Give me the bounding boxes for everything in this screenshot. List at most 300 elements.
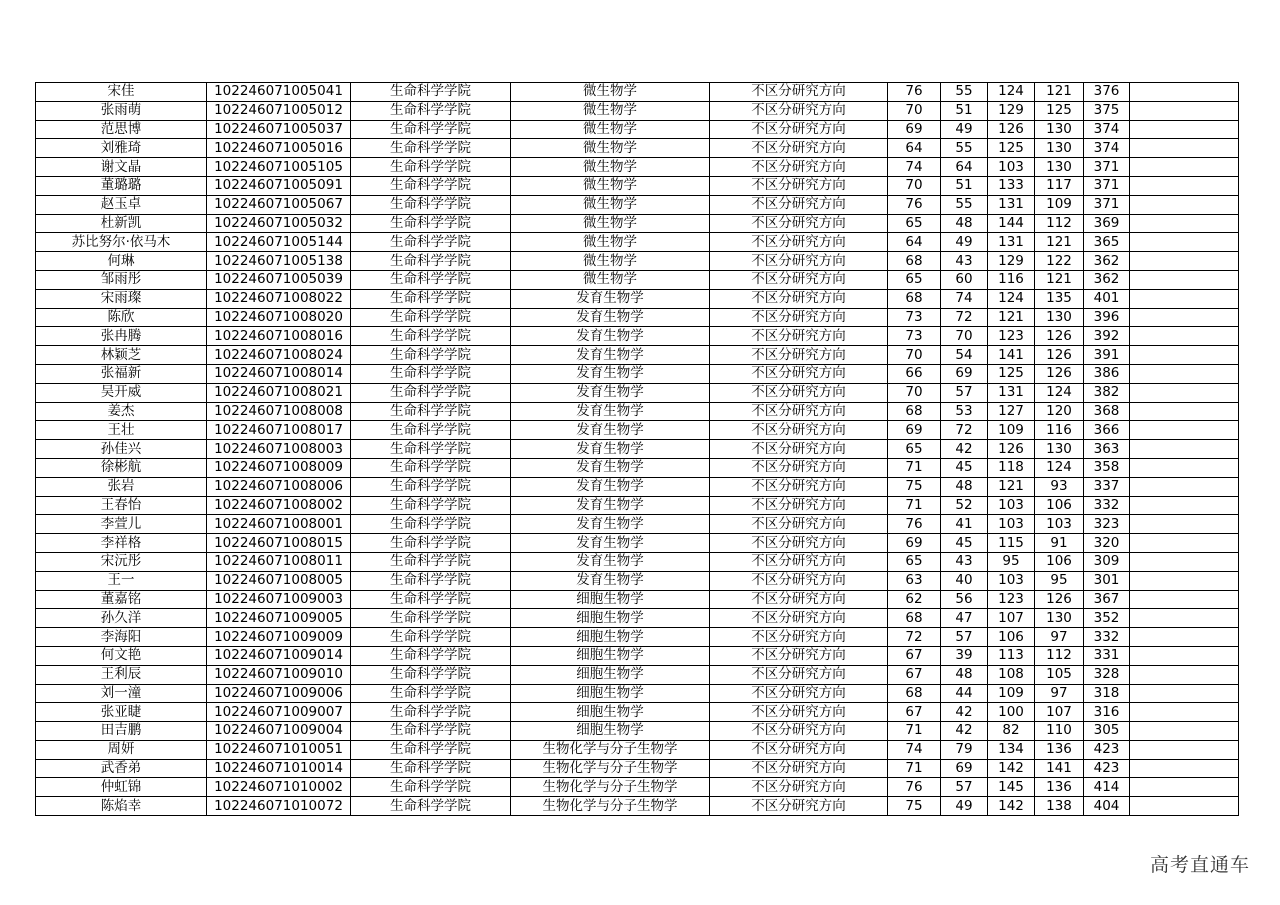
name-cell: 何琳 xyxy=(36,252,207,271)
total-score-cell: 320 xyxy=(1084,534,1130,553)
table-row xyxy=(36,346,1239,365)
exam-id-cell: 102246071005037 xyxy=(207,120,351,139)
direction-cell: 不区分研究方向 xyxy=(710,214,888,233)
total-score-cell: 371 xyxy=(1084,158,1130,177)
total-score-cell: 382 xyxy=(1084,383,1130,402)
major-cell: 发育生物学 xyxy=(511,515,710,534)
major-cell: 生物化学与分子生物学 xyxy=(511,740,710,759)
course1-score-cell: 116 xyxy=(988,270,1035,289)
english-score-cell: 57 xyxy=(941,628,988,647)
name-cell: 苏比努尔·依马木 xyxy=(36,233,207,252)
english-score-cell: 44 xyxy=(941,684,988,703)
total-score-cell: 374 xyxy=(1084,120,1130,139)
table-row xyxy=(36,665,1239,684)
direction-cell: 不区分研究方向 xyxy=(710,571,888,590)
course1-score-cell: 123 xyxy=(988,590,1035,609)
direction-cell: 不区分研究方向 xyxy=(710,252,888,271)
direction-cell: 不区分研究方向 xyxy=(710,740,888,759)
major-cell: 发育生物学 xyxy=(511,327,710,346)
politics-score-cell: 68 xyxy=(888,684,941,703)
major-cell: 微生物学 xyxy=(511,252,710,271)
name-cell: 孙佳兴 xyxy=(36,440,207,459)
english-score-cell: 40 xyxy=(941,571,988,590)
name-cell: 董嘉铭 xyxy=(36,590,207,609)
major-cell: 微生物学 xyxy=(511,83,710,102)
table-row xyxy=(36,383,1239,402)
course1-score-cell: 118 xyxy=(988,458,1035,477)
major-cell: 发育生物学 xyxy=(511,552,710,571)
total-score-cell: 305 xyxy=(1084,722,1130,741)
remark-cell xyxy=(1130,684,1239,703)
course2-score-cell: 107 xyxy=(1035,703,1084,722)
remark-cell xyxy=(1130,214,1239,233)
english-score-cell: 49 xyxy=(941,233,988,252)
english-score-cell: 64 xyxy=(941,158,988,177)
major-cell: 发育生物学 xyxy=(511,346,710,365)
remark-cell xyxy=(1130,195,1239,214)
course1-score-cell: 133 xyxy=(988,176,1035,195)
table-row xyxy=(36,684,1239,703)
course2-score-cell: 121 xyxy=(1035,233,1084,252)
college-cell: 生命科学学院 xyxy=(351,101,511,120)
direction-cell: 不区分研究方向 xyxy=(710,722,888,741)
table-row xyxy=(36,83,1239,102)
course1-score-cell: 131 xyxy=(988,233,1035,252)
table-row xyxy=(36,759,1239,778)
total-score-cell: 358 xyxy=(1084,458,1130,477)
total-score-cell: 369 xyxy=(1084,214,1130,233)
total-score-cell: 323 xyxy=(1084,515,1130,534)
direction-cell: 不区分研究方向 xyxy=(710,120,888,139)
direction-cell: 不区分研究方向 xyxy=(710,139,888,158)
course1-score-cell: 131 xyxy=(988,195,1035,214)
name-cell: 范思博 xyxy=(36,120,207,139)
college-cell: 生命科学学院 xyxy=(351,552,511,571)
exam-id-cell: 102246071008003 xyxy=(207,440,351,459)
politics-score-cell: 70 xyxy=(888,101,941,120)
direction-cell: 不区分研究方向 xyxy=(710,458,888,477)
major-cell: 发育生物学 xyxy=(511,571,710,590)
politics-score-cell: 69 xyxy=(888,421,941,440)
english-score-cell: 72 xyxy=(941,308,988,327)
politics-score-cell: 69 xyxy=(888,120,941,139)
table-row xyxy=(36,552,1239,571)
college-cell: 生命科学学院 xyxy=(351,421,511,440)
name-cell: 张福新 xyxy=(36,364,207,383)
course2-score-cell: 97 xyxy=(1035,628,1084,647)
direction-cell: 不区分研究方向 xyxy=(710,233,888,252)
course1-score-cell: 124 xyxy=(988,83,1035,102)
major-cell: 微生物学 xyxy=(511,270,710,289)
total-score-cell: 363 xyxy=(1084,440,1130,459)
exam-id-cell: 102246071010014 xyxy=(207,759,351,778)
course2-score-cell: 91 xyxy=(1035,534,1084,553)
name-cell: 张雨萌 xyxy=(36,101,207,120)
total-score-cell: 316 xyxy=(1084,703,1130,722)
college-cell: 生命科学学院 xyxy=(351,327,511,346)
table-row xyxy=(36,590,1239,609)
course1-score-cell: 106 xyxy=(988,628,1035,647)
politics-score-cell: 74 xyxy=(888,158,941,177)
table-row xyxy=(36,176,1239,195)
college-cell: 生命科学学院 xyxy=(351,571,511,590)
course1-score-cell: 141 xyxy=(988,346,1035,365)
course2-score-cell: 130 xyxy=(1035,308,1084,327)
major-cell: 细胞生物学 xyxy=(511,609,710,628)
direction-cell: 不区分研究方向 xyxy=(710,703,888,722)
major-cell: 微生物学 xyxy=(511,139,710,158)
english-score-cell: 42 xyxy=(941,722,988,741)
name-cell: 孙久洋 xyxy=(36,609,207,628)
direction-cell: 不区分研究方向 xyxy=(710,421,888,440)
remark-cell xyxy=(1130,534,1239,553)
remark-cell xyxy=(1130,590,1239,609)
course1-score-cell: 142 xyxy=(988,759,1035,778)
exam-id-cell: 102246071008005 xyxy=(207,571,351,590)
remark-cell xyxy=(1130,665,1239,684)
direction-cell: 不区分研究方向 xyxy=(710,590,888,609)
table-row xyxy=(36,534,1239,553)
course1-score-cell: 103 xyxy=(988,158,1035,177)
major-cell: 细胞生物学 xyxy=(511,590,710,609)
exam-id-cell: 102246071009009 xyxy=(207,628,351,647)
major-cell: 发育生物学 xyxy=(511,289,710,308)
exam-id-cell: 102246071005144 xyxy=(207,233,351,252)
exam-id-cell: 102246071008022 xyxy=(207,289,351,308)
direction-cell: 不区分研究方向 xyxy=(710,552,888,571)
name-cell: 何文艳 xyxy=(36,646,207,665)
direction-cell: 不区分研究方向 xyxy=(710,628,888,647)
course2-score-cell: 110 xyxy=(1035,722,1084,741)
remark-cell xyxy=(1130,101,1239,120)
course2-score-cell: 126 xyxy=(1035,346,1084,365)
college-cell: 生命科学学院 xyxy=(351,534,511,553)
direction-cell: 不区分研究方向 xyxy=(710,515,888,534)
english-score-cell: 48 xyxy=(941,214,988,233)
politics-score-cell: 71 xyxy=(888,759,941,778)
exam-id-cell: 102246071008024 xyxy=(207,346,351,365)
course1-score-cell: 145 xyxy=(988,778,1035,797)
course2-score-cell: 130 xyxy=(1035,609,1084,628)
exam-id-cell: 102246071005138 xyxy=(207,252,351,271)
table-row xyxy=(36,139,1239,158)
table-row xyxy=(36,101,1239,120)
politics-score-cell: 76 xyxy=(888,515,941,534)
english-score-cell: 57 xyxy=(941,383,988,402)
name-cell: 刘一潼 xyxy=(36,684,207,703)
college-cell: 生命科学学院 xyxy=(351,402,511,421)
table-row xyxy=(36,308,1239,327)
course2-score-cell: 93 xyxy=(1035,477,1084,496)
direction-cell: 不区分研究方向 xyxy=(710,402,888,421)
total-score-cell: 301 xyxy=(1084,571,1130,590)
table-row xyxy=(36,628,1239,647)
major-cell: 细胞生物学 xyxy=(511,646,710,665)
exam-id-cell: 102246071008015 xyxy=(207,534,351,553)
major-cell: 生物化学与分子生物学 xyxy=(511,797,710,816)
major-cell: 发育生物学 xyxy=(511,421,710,440)
politics-score-cell: 72 xyxy=(888,628,941,647)
total-score-cell: 396 xyxy=(1084,308,1130,327)
direction-cell: 不区分研究方向 xyxy=(710,665,888,684)
course1-score-cell: 95 xyxy=(988,552,1035,571)
college-cell: 生命科学学院 xyxy=(351,477,511,496)
politics-score-cell: 73 xyxy=(888,327,941,346)
politics-score-cell: 70 xyxy=(888,346,941,365)
table-row xyxy=(36,158,1239,177)
name-cell: 吴开威 xyxy=(36,383,207,402)
course2-score-cell: 138 xyxy=(1035,797,1084,816)
major-cell: 发育生物学 xyxy=(511,458,710,477)
direction-cell: 不区分研究方向 xyxy=(710,308,888,327)
course2-score-cell: 136 xyxy=(1035,778,1084,797)
major-cell: 细胞生物学 xyxy=(511,703,710,722)
politics-score-cell: 68 xyxy=(888,252,941,271)
table-row xyxy=(36,233,1239,252)
major-cell: 发育生物学 xyxy=(511,364,710,383)
direction-cell: 不区分研究方向 xyxy=(710,158,888,177)
name-cell: 张岩 xyxy=(36,477,207,496)
course1-score-cell: 113 xyxy=(988,646,1035,665)
english-score-cell: 79 xyxy=(941,740,988,759)
major-cell: 微生物学 xyxy=(511,195,710,214)
course2-score-cell: 112 xyxy=(1035,214,1084,233)
politics-score-cell: 69 xyxy=(888,534,941,553)
direction-cell: 不区分研究方向 xyxy=(710,534,888,553)
score-table xyxy=(35,82,1239,816)
exam-id-cell: 102246071008016 xyxy=(207,327,351,346)
politics-score-cell: 68 xyxy=(888,289,941,308)
remark-cell xyxy=(1130,571,1239,590)
course2-score-cell: 116 xyxy=(1035,421,1084,440)
course1-score-cell: 126 xyxy=(988,440,1035,459)
exam-id-cell: 102246071009010 xyxy=(207,665,351,684)
table-row xyxy=(36,740,1239,759)
politics-score-cell: 65 xyxy=(888,214,941,233)
college-cell: 生命科学学院 xyxy=(351,665,511,684)
politics-score-cell: 73 xyxy=(888,308,941,327)
english-score-cell: 55 xyxy=(941,139,988,158)
major-cell: 微生物学 xyxy=(511,101,710,120)
course1-score-cell: 124 xyxy=(988,289,1035,308)
english-score-cell: 60 xyxy=(941,270,988,289)
total-score-cell: 331 xyxy=(1084,646,1130,665)
exam-id-cell: 102246071005012 xyxy=(207,101,351,120)
college-cell: 生命科学学院 xyxy=(351,797,511,816)
politics-score-cell: 70 xyxy=(888,176,941,195)
politics-score-cell: 63 xyxy=(888,571,941,590)
college-cell: 生命科学学院 xyxy=(351,364,511,383)
total-score-cell: 371 xyxy=(1084,195,1130,214)
total-score-cell: 367 xyxy=(1084,590,1130,609)
total-score-cell: 362 xyxy=(1084,252,1130,271)
major-cell: 微生物学 xyxy=(511,233,710,252)
table-row xyxy=(36,289,1239,308)
exam-id-cell: 102246071005041 xyxy=(207,83,351,102)
major-cell: 微生物学 xyxy=(511,176,710,195)
exam-id-cell: 102246071009007 xyxy=(207,703,351,722)
course2-score-cell: 120 xyxy=(1035,402,1084,421)
name-cell: 姜杰 xyxy=(36,402,207,421)
remark-cell xyxy=(1130,158,1239,177)
english-score-cell: 54 xyxy=(941,346,988,365)
remark-cell xyxy=(1130,496,1239,515)
exam-id-cell: 102246071008020 xyxy=(207,308,351,327)
course2-score-cell: 126 xyxy=(1035,364,1084,383)
remark-cell xyxy=(1130,346,1239,365)
college-cell: 生命科学学院 xyxy=(351,515,511,534)
course1-score-cell: 121 xyxy=(988,308,1035,327)
table-row xyxy=(36,270,1239,289)
direction-cell: 不区分研究方向 xyxy=(710,477,888,496)
english-score-cell: 51 xyxy=(941,176,988,195)
politics-score-cell: 64 xyxy=(888,233,941,252)
table-row xyxy=(36,120,1239,139)
politics-score-cell: 64 xyxy=(888,139,941,158)
direction-cell: 不区分研究方向 xyxy=(710,327,888,346)
direction-cell: 不区分研究方向 xyxy=(710,176,888,195)
course1-score-cell: 127 xyxy=(988,402,1035,421)
remark-cell xyxy=(1130,552,1239,571)
english-score-cell: 57 xyxy=(941,778,988,797)
name-cell: 李萱儿 xyxy=(36,515,207,534)
total-score-cell: 386 xyxy=(1084,364,1130,383)
course2-score-cell: 124 xyxy=(1035,458,1084,477)
english-score-cell: 48 xyxy=(941,477,988,496)
politics-score-cell: 65 xyxy=(888,270,941,289)
direction-cell: 不区分研究方向 xyxy=(710,289,888,308)
remark-cell xyxy=(1130,609,1239,628)
name-cell: 陈焰幸 xyxy=(36,797,207,816)
english-score-cell: 55 xyxy=(941,83,988,102)
english-score-cell: 47 xyxy=(941,609,988,628)
total-score-cell: 414 xyxy=(1084,778,1130,797)
english-score-cell: 42 xyxy=(941,703,988,722)
course2-score-cell: 126 xyxy=(1035,327,1084,346)
course2-score-cell: 106 xyxy=(1035,552,1084,571)
name-cell: 李海阳 xyxy=(36,628,207,647)
total-score-cell: 337 xyxy=(1084,477,1130,496)
course1-score-cell: 144 xyxy=(988,214,1035,233)
exam-id-cell: 102246071005067 xyxy=(207,195,351,214)
politics-score-cell: 66 xyxy=(888,364,941,383)
exam-id-cell: 102246071008008 xyxy=(207,402,351,421)
name-cell: 仲虹锦 xyxy=(36,778,207,797)
major-cell: 微生物学 xyxy=(511,158,710,177)
college-cell: 生命科学学院 xyxy=(351,139,511,158)
remark-cell xyxy=(1130,458,1239,477)
remark-cell xyxy=(1130,515,1239,534)
college-cell: 生命科学学院 xyxy=(351,496,511,515)
course1-score-cell: 108 xyxy=(988,665,1035,684)
direction-cell: 不区分研究方向 xyxy=(710,496,888,515)
name-cell: 王春怡 xyxy=(36,496,207,515)
college-cell: 生命科学学院 xyxy=(351,609,511,628)
direction-cell: 不区分研究方向 xyxy=(710,101,888,120)
course1-score-cell: 103 xyxy=(988,496,1035,515)
remark-cell xyxy=(1130,83,1239,102)
name-cell: 杜新凯 xyxy=(36,214,207,233)
college-cell: 生命科学学院 xyxy=(351,759,511,778)
course2-score-cell: 121 xyxy=(1035,83,1084,102)
remark-cell xyxy=(1130,421,1239,440)
politics-score-cell: 74 xyxy=(888,740,941,759)
remark-cell xyxy=(1130,722,1239,741)
college-cell: 生命科学学院 xyxy=(351,83,511,102)
college-cell: 生命科学学院 xyxy=(351,383,511,402)
course2-score-cell: 109 xyxy=(1035,195,1084,214)
college-cell: 生命科学学院 xyxy=(351,346,511,365)
name-cell: 赵玉卓 xyxy=(36,195,207,214)
table-row xyxy=(36,327,1239,346)
table-row xyxy=(36,421,1239,440)
college-cell: 生命科学学院 xyxy=(351,158,511,177)
name-cell: 李祥格 xyxy=(36,534,207,553)
college-cell: 生命科学学院 xyxy=(351,590,511,609)
course2-score-cell: 125 xyxy=(1035,101,1084,120)
name-cell: 陈欣 xyxy=(36,308,207,327)
table-row xyxy=(36,440,1239,459)
course2-score-cell: 141 xyxy=(1035,759,1084,778)
exam-id-cell: 102246071008002 xyxy=(207,496,351,515)
table-row xyxy=(36,722,1239,741)
total-score-cell: 404 xyxy=(1084,797,1130,816)
politics-score-cell: 76 xyxy=(888,778,941,797)
english-score-cell: 51 xyxy=(941,101,988,120)
college-cell: 生命科学学院 xyxy=(351,440,511,459)
college-cell: 生命科学学院 xyxy=(351,458,511,477)
major-cell: 细胞生物学 xyxy=(511,684,710,703)
major-cell: 发育生物学 xyxy=(511,440,710,459)
remark-cell xyxy=(1130,402,1239,421)
english-score-cell: 74 xyxy=(941,289,988,308)
exam-id-cell: 102246071010051 xyxy=(207,740,351,759)
english-score-cell: 41 xyxy=(941,515,988,534)
exam-id-cell: 102246071010072 xyxy=(207,797,351,816)
course2-score-cell: 126 xyxy=(1035,590,1084,609)
major-cell: 细胞生物学 xyxy=(511,628,710,647)
table-row xyxy=(36,571,1239,590)
total-score-cell: 332 xyxy=(1084,496,1130,515)
direction-cell: 不区分研究方向 xyxy=(710,364,888,383)
college-cell: 生命科学学院 xyxy=(351,646,511,665)
major-cell: 细胞生物学 xyxy=(511,722,710,741)
major-cell: 生物化学与分子生物学 xyxy=(511,778,710,797)
course1-score-cell: 115 xyxy=(988,534,1035,553)
total-score-cell: 375 xyxy=(1084,101,1130,120)
total-score-cell: 309 xyxy=(1084,552,1130,571)
exam-id-cell: 102246071009003 xyxy=(207,590,351,609)
remark-cell xyxy=(1130,759,1239,778)
direction-cell: 不区分研究方向 xyxy=(710,195,888,214)
table-row xyxy=(36,458,1239,477)
english-score-cell: 52 xyxy=(941,496,988,515)
course1-score-cell: 103 xyxy=(988,571,1035,590)
total-score-cell: 352 xyxy=(1084,609,1130,628)
college-cell: 生命科学学院 xyxy=(351,308,511,327)
name-cell: 王利辰 xyxy=(36,665,207,684)
course1-score-cell: 121 xyxy=(988,477,1035,496)
course2-score-cell: 130 xyxy=(1035,139,1084,158)
direction-cell: 不区分研究方向 xyxy=(710,646,888,665)
total-score-cell: 376 xyxy=(1084,83,1130,102)
politics-score-cell: 71 xyxy=(888,722,941,741)
remark-cell xyxy=(1130,233,1239,252)
college-cell: 生命科学学院 xyxy=(351,778,511,797)
english-score-cell: 45 xyxy=(941,458,988,477)
college-cell: 生命科学学院 xyxy=(351,740,511,759)
politics-score-cell: 71 xyxy=(888,458,941,477)
